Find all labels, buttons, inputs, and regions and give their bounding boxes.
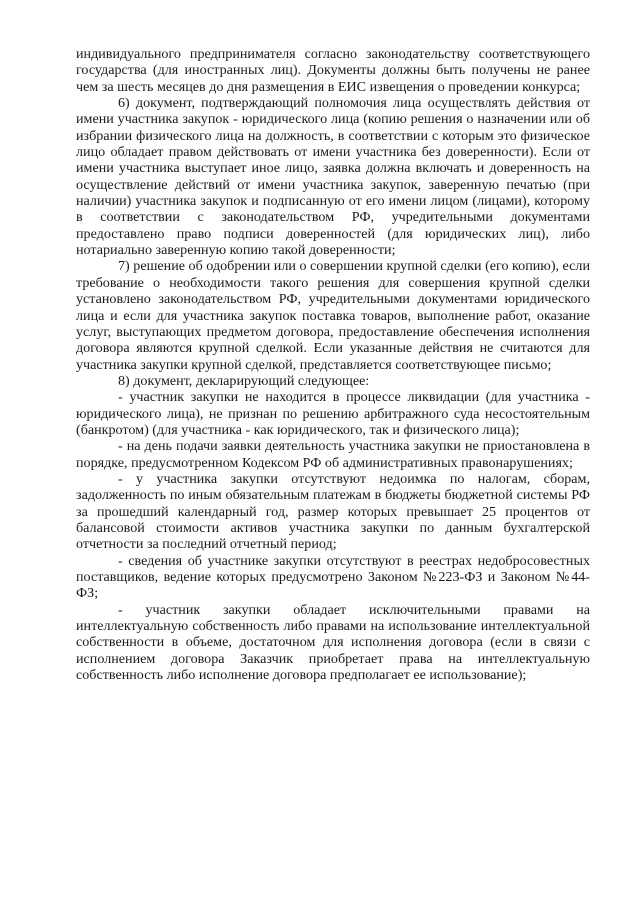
declaration-item-registry: - сведения об участнике закупки отсутствуют в реестрах недобросовестных поставщиков, ведение которых предусмотрено Законом №223-ФЗ и Законом №44-ФЗ; (76, 552, 590, 602)
declaration-item-activity: - на день подачи заявки деятельность участника закупки не приостановлена в порядке, предусмотренном Кодексом РФ об административных правонарушениях; (76, 438, 590, 471)
paragraph-item-8: 8) документ, декларирующий следующее: (118, 372, 370, 389)
paragraph-item-7: 7) решение об одобрении или о совершении крупной сделки (его копию), если требование о необходимости такого решения для совершения крупной сделки установлено законодательством РФ, учредительными документами юридического лица и если для участника закупок поставка товаров, выполнение работ, оказание услуг, выступающих предметом договора, предоставление обеспечения исполнения договора являются крупной сделкой. Если указанные действия не считаются для участника закупки крупной сделкой, представляется соответствующее письмо; (76, 258, 590, 373)
paragraph-continuation: индивидуального предпринимателя согласно законодательству соответствующего государства (для иностранных лиц). Документы должны быть получены не ранее чем за шесть месяцев до дня размещения в ЕИС извещения о проведении конкурса; (76, 46, 590, 95)
document-page (76, 46, 590, 683)
declaration-item-ip-rights: - участник закупки обладает исключительными правами на интеллектуальную собственность либо правами на использование интеллектуальной собственности в объеме, достаточном для исполнения договора (если в связи с исполнением договора Заказчик приобретает права на интеллектуальную собственность либо исполнение договора предполагает ее использование); (76, 601, 590, 684)
declaration-item-arrears: - у участника закупки отсутствуют недоимка по налогам, сборам, задолженность по иным обязательным платежам в бюджеты бюджетной системы РФ за прошедший календарный год, размер которых превышает 25 процентов от балансовой стоимости активов участника закупки по данным бухгалтерской отчетности за последний отчетный период; (76, 470, 590, 553)
paragraph-item-6: 6) документ, подтверждающий полномочия лица осуществлять действия от имени участника закупок - юридического лица (копию решения о назначении или об избрании физического лица на должность, в соответствии с которым это физическое лицо обладает правом действовать от имени участника без доверенности). Если от имени участника выступает иное лицо, заявка должна включать и доверенность на осуществление действий от имени участника закупок, заверенную печатью (при наличии) участника закупок и подписанную от его имени лицом (лицами), которому в соответствии с законодательством РФ, учредительными документами предоставлено право подписи доверенностей (для юридических лиц), либо нотариально заверенную копию такой доверенности; (76, 95, 590, 259)
declaration-item-liquidation: - участник закупки не находится в процессе ликвидации (для участника - юридического лица), не признан по решению арбитражного суда несостоятельным (банкротом) (для участника - как юридического, так и физического лица); (76, 389, 590, 438)
